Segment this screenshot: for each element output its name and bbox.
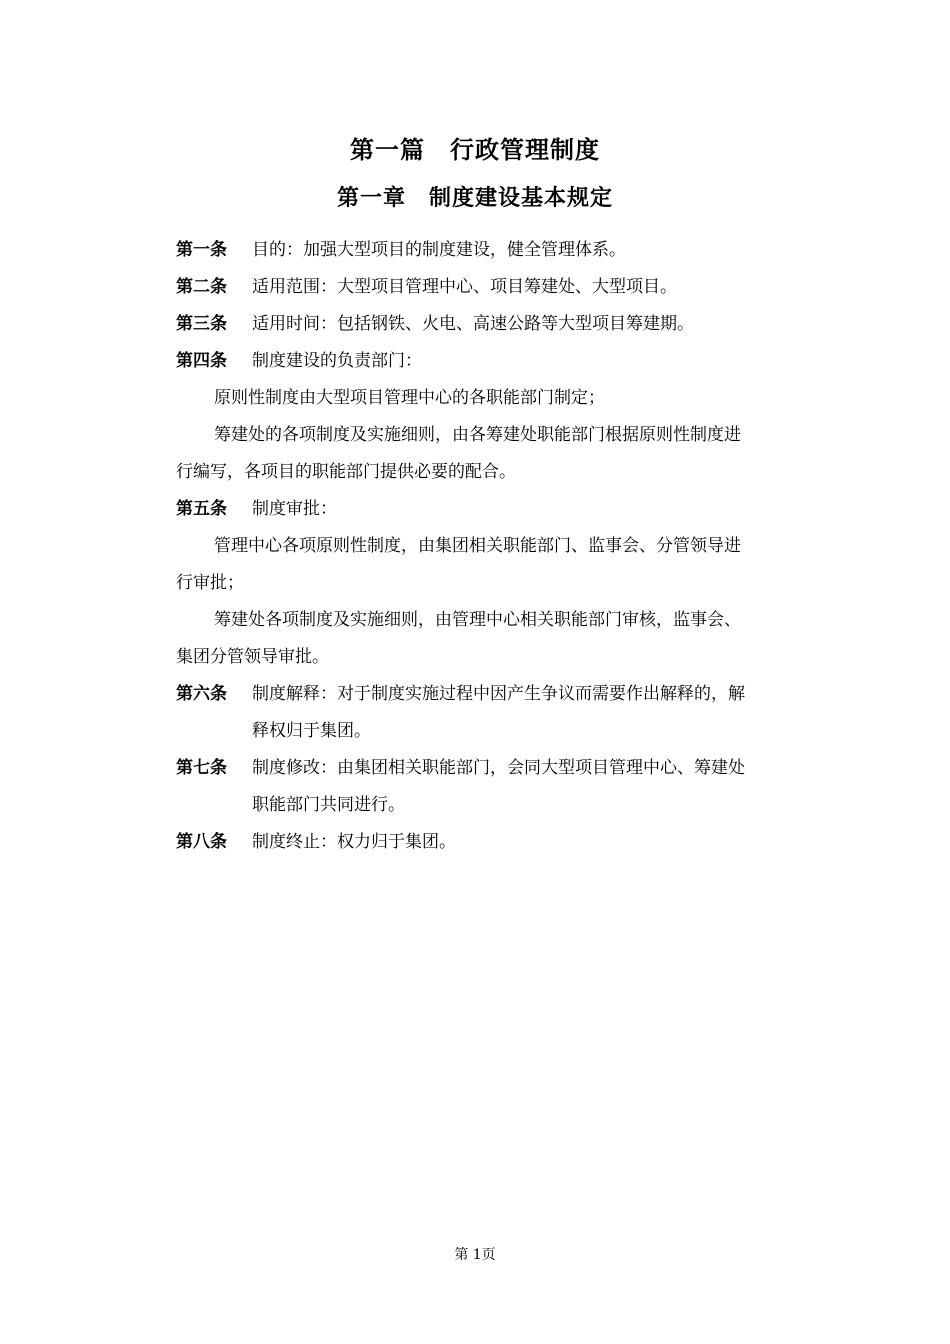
- article-7: [176, 750, 816, 787]
- paragraph-line: 原则性制度由大型项目管理中心的各职能部门制定；: [214, 388, 605, 408]
- article-text: 适用时间：包括钢铁、火电、高速公路等大型项目筹建期。: [252, 314, 694, 334]
- document-body: [176, 232, 816, 861]
- paragraph-line: 集团分管领导审批。: [176, 647, 329, 667]
- article-continuation: 释权归于集团。: [252, 721, 371, 741]
- paragraph-line: 行编写，各项目的职能部门提供必要的配合。: [176, 462, 516, 482]
- paragraph-line: 筹建处的各项制度及实施细则，由各筹建处职能部门根据原则性制度进: [214, 425, 741, 445]
- article-2: [176, 269, 816, 306]
- article-label: 第四条: [176, 351, 227, 371]
- article-3: [176, 306, 816, 343]
- article-label: 第一条: [176, 240, 227, 260]
- page-number: 第 1页: [454, 1247, 496, 1263]
- article-text: 适用范围：大型项目管理中心、项目筹建处、大型项目。: [252, 277, 677, 297]
- chapter-title: 第一章 制度建设基本规定: [336, 186, 613, 211]
- article-text: 制度审批：: [252, 499, 337, 519]
- article-continuation: 职能部门共同进行。: [252, 795, 405, 815]
- article-text: 目的：加强大型项目的制度建设，健全管理体系。: [252, 240, 626, 260]
- paragraph-line: 行审批；: [176, 573, 244, 593]
- article-label: 第三条: [176, 314, 227, 334]
- article-text: 制度解释：对于制度实施过程中因产生争议而需要作出解释的，解: [252, 684, 745, 704]
- article-5: [176, 491, 816, 528]
- article-8: [176, 824, 816, 861]
- article-label: 第六条: [176, 684, 227, 704]
- article-1: [176, 232, 816, 269]
- article-text: 制度建设的负责部门：: [252, 351, 422, 371]
- part-title: 第一篇 行政管理制度: [350, 136, 600, 164]
- article-text: 制度终止：权力归于集团。: [252, 832, 456, 852]
- article-label: 第五条: [176, 499, 227, 519]
- article-6: [176, 676, 816, 713]
- paragraph-line: 管理中心各项原则性制度，由集团相关职能部门、监事会、分管领导进: [214, 536, 741, 556]
- article-label: 第二条: [176, 277, 227, 297]
- article-text: 制度修改：由集团相关职能部门，会同大型项目管理中心、筹建处: [252, 758, 745, 778]
- article-label: 第七条: [176, 758, 227, 778]
- article-4: [176, 343, 816, 380]
- article-label: 第八条: [176, 832, 227, 852]
- paragraph-line: 筹建处各项制度及实施细则，由管理中心相关职能部门审核，监事会、: [214, 610, 741, 630]
